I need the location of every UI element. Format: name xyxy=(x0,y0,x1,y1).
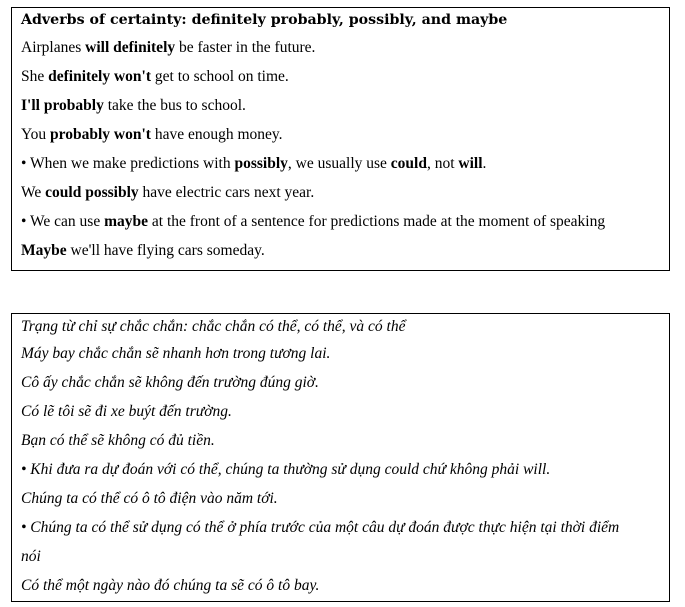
bold-segment: possibly xyxy=(234,155,288,172)
vietnamese-line: Có lẽ tôi sẽ đi xe buýt đến trường. xyxy=(21,403,232,420)
english-sentence-1 xyxy=(21,33,669,62)
text-segment: we'll have flying cars someday. xyxy=(66,242,265,259)
text-segment: We xyxy=(21,184,46,201)
bold-segment: Maybe xyxy=(21,242,67,259)
english-note-possibly xyxy=(21,149,669,178)
text-segment: , not xyxy=(426,155,459,172)
english-note-maybe xyxy=(21,207,669,236)
bold-segment: could possibly xyxy=(45,184,139,201)
text-segment: be faster in the future. xyxy=(175,39,316,56)
vietnamese-translation-box xyxy=(11,313,670,602)
text-segment: at the front of a sentence for predictions made at the moment of speaking xyxy=(148,213,606,230)
text-segment: have electric cars next year. xyxy=(138,184,315,201)
vietnamese-line: nói xyxy=(21,548,41,565)
vietnamese-line: Bạn có thể sẽ không có đủ tiền. xyxy=(21,432,215,449)
text-segment: She xyxy=(21,68,49,85)
bold-segment: probably won't xyxy=(50,126,151,143)
english-heading: Adverbs of certainty: definitely probably, possibly, and maybe xyxy=(21,12,508,28)
text-segment: take the bus to school. xyxy=(103,97,246,114)
english-grammar-box xyxy=(11,7,670,271)
english-sentence-4 xyxy=(21,120,669,149)
english-sentence-6 xyxy=(21,178,669,207)
vietnamese-line: • Khi đưa ra dự đoán với có thể, chúng ta thường sử dụng could chứ không phải will. xyxy=(21,461,551,478)
vietnamese-line: • Chúng ta có thể sử dụng có thể ở phía trước của một câu dự đoán được thực hiện tại thời điểm xyxy=(21,519,620,536)
vietnamese-line: Có thể một ngày nào đó chúng ta sẽ có ô tô bay. xyxy=(21,577,320,594)
bold-segment: will definitely xyxy=(85,39,176,56)
english-sentence-3 xyxy=(21,91,669,120)
text-segment: , we usually use xyxy=(287,155,391,172)
text-segment: . xyxy=(482,155,487,172)
bold-segment: I'll probably xyxy=(21,97,104,114)
bold-segment: definitely won't xyxy=(48,68,152,85)
bold-segment: could xyxy=(390,155,427,172)
bold-segment: will xyxy=(458,155,483,172)
bold-segment: maybe xyxy=(104,213,149,230)
english-sentence-2 xyxy=(21,62,669,91)
vietnamese-line: Máy bay chắc chắn sẽ nhanh hơn trong tương lai. xyxy=(21,345,331,362)
text-segment: You xyxy=(21,126,51,143)
vietnamese-heading: Trạng từ chỉ sự chắc chắn: chắc chắn có thể, có thể, và có thể xyxy=(21,318,406,335)
vietnamese-line: Cô ấy chắc chắn sẽ không đến trường đúng giờ. xyxy=(21,374,319,391)
vietnamese-line: Chúng ta có thể có ô tô điện vào năm tới. xyxy=(21,490,278,507)
english-sentence-8 xyxy=(21,236,669,265)
text-segment: get to school on time. xyxy=(151,68,289,85)
text-segment: have enough money. xyxy=(150,126,283,143)
text-segment: Airplanes xyxy=(21,39,86,56)
text-segment: • When we make predictions with xyxy=(21,155,235,172)
text-segment: • We can use xyxy=(21,213,105,230)
